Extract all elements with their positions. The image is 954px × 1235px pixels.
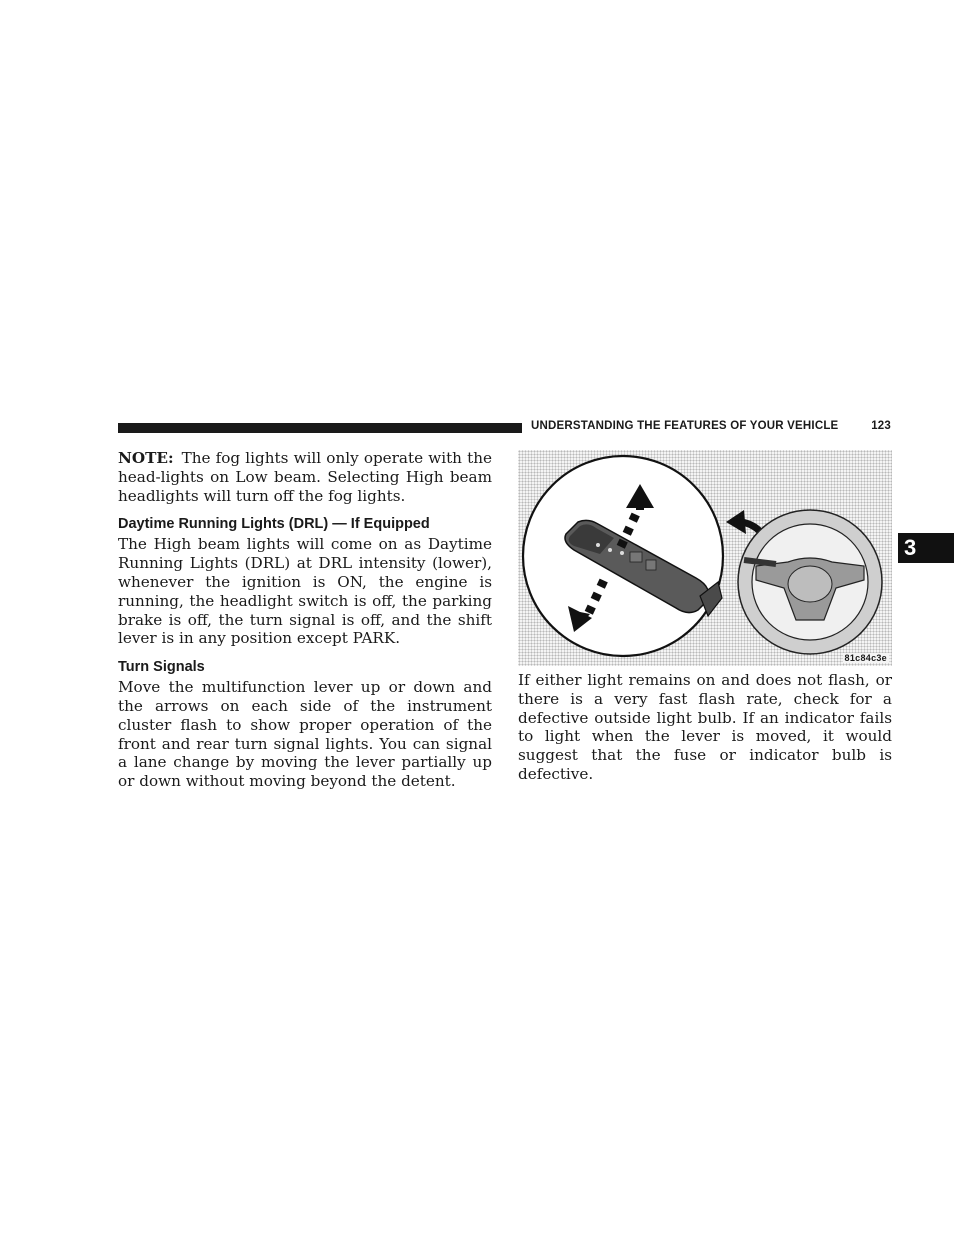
left-column bbox=[118, 449, 492, 791]
turn-signals-heading: Turn Signals bbox=[118, 659, 205, 676]
running-head-title: UNDERSTANDING THE FEATURES OF YOUR VEHICLE bbox=[531, 420, 839, 432]
right-paragraph: If either light remains on and does not flash, or there is a very fast flash rate, check for a defective outside light bulb. If an indicator fails to light when the lever is moved, it would suggest that the fuse or indicator bulb is defective. bbox=[518, 671, 892, 783]
running-head bbox=[531, 420, 891, 432]
turn-signals-paragraph: Move the multifunction lever up or down and the arrows on each side of the instrument cluster flash to show proper operation of the front and rear turn signal lights. You can signal a lane change by moving the lever partially up or down without moving beyond the detent. bbox=[118, 678, 492, 791]
steering-wheel-icon bbox=[738, 510, 882, 654]
multifunction-lever-figure bbox=[518, 450, 892, 666]
drl-heading: Daytime Running Lights (DRL) — If Equipped bbox=[118, 516, 430, 533]
figure-code: 81c84c3e bbox=[844, 653, 887, 663]
header-rule bbox=[118, 423, 522, 433]
right-column bbox=[518, 671, 892, 784]
note-text: The fog lights will only operate with the head-lights on Low beam. Selecting High beam headlights will turn off the fog lights. bbox=[118, 449, 492, 505]
chapter-tab-number: 3 bbox=[904, 535, 917, 560]
lever-illustration bbox=[518, 450, 892, 666]
page-number: 123 bbox=[871, 420, 891, 432]
drl-paragraph: The High beam lights will come on as Daytime Running Lights (DRL) at DRL intensity (lower), whenever the ignition is ON, the engine is running, the headlight switch is off, the parking brake is off, the turn signal is off, and the shift lever is in any position except PARK. bbox=[118, 535, 492, 648]
chapter-tab bbox=[898, 533, 954, 563]
note-label: NOTE: bbox=[118, 449, 174, 467]
note-paragraph bbox=[118, 449, 492, 505]
